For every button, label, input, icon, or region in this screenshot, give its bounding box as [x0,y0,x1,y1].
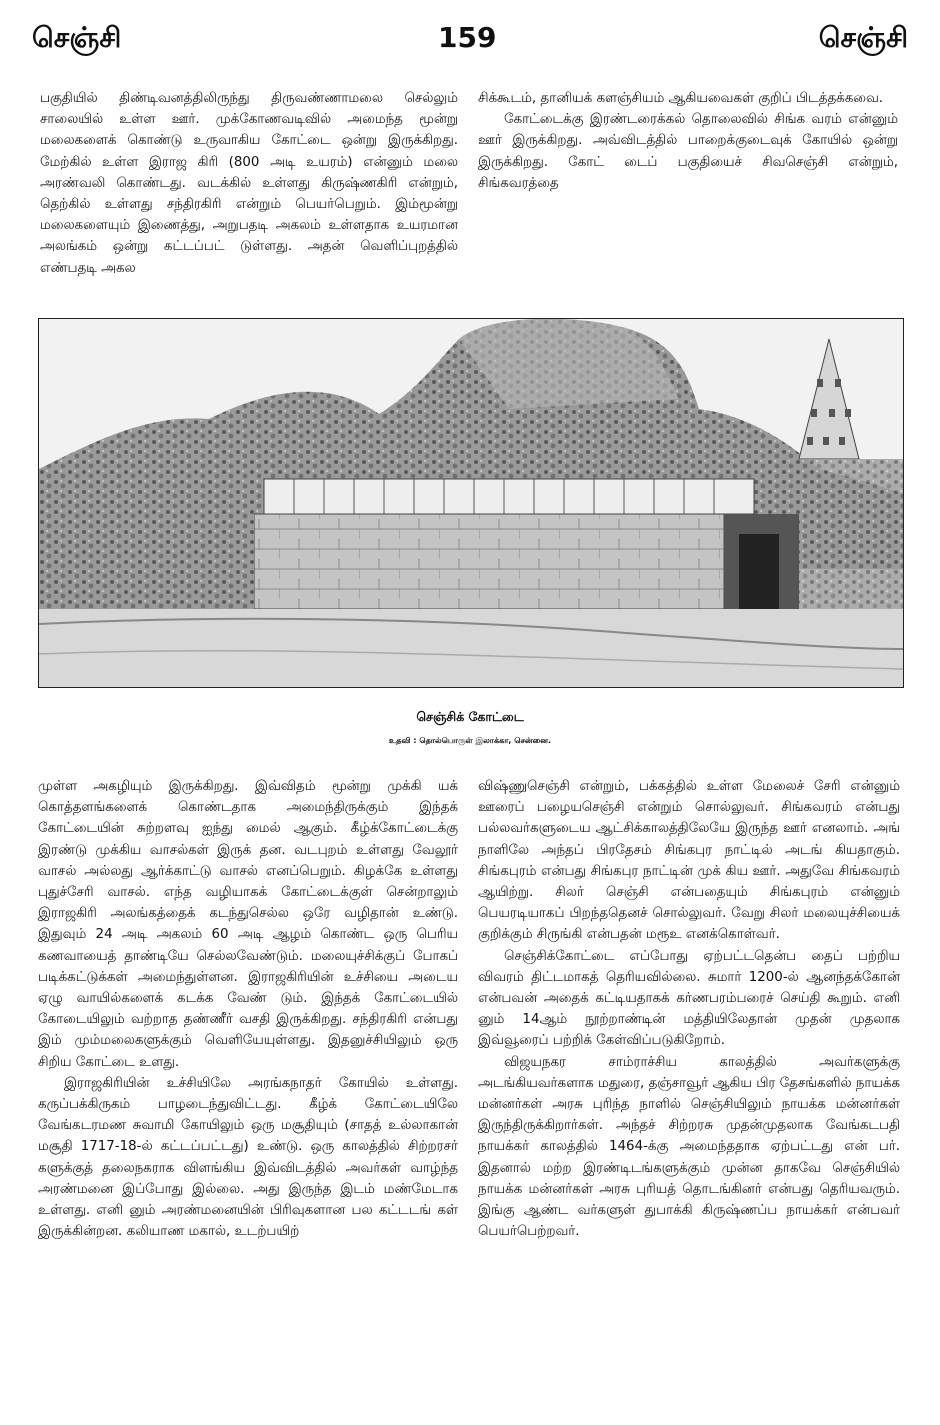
paragraph: கோட்டைக்கு இரண்டரைக்கல் தொலைவில் சிங்க வரம் என்னும் ஊர் இருக்கிறது. அவ்விடத்தில் பாறைக்குடைவுக் கோயில் ஒன்று இருக்கிறது. கோட் டைப் பகுதியைச் சிவசெஞ்சி என்றும், சிங்கவரத்தை [478,112,898,191]
figure-caption: செஞ்சிக் கோட்டை [416,709,524,724]
fort-illustration [39,319,903,687]
column-left-bottom [38,776,458,1332]
fort-photograph [38,318,904,688]
column-right-top [478,88,898,198]
paragraph: இராஜகிரியின் உச்சியிலே அரங்கநாதர் கோயில் உள்ளது. கருப்பக்கிருகம் பாழடைந்துவிட்டது. கீழ்க் கோட்டையிலே வேங்கடரமண சுவாமி கோயிலும் ஒரு மசூதியும் (சாதத் உல்லாகான் மசூதி 1717-18-ல் கட்டப்பட்டது) உண்டு. ஒரு காலத்தில் சிற்றரசர் களுக்குத் தலைநகராக விளங்கிய இவ்விடத்தில் அவர்கள் வாழ்ந்த அரண்மனை இப்போது இல்லை. அது இருந்த இடம் மண்மேடாக உள்ளது. எனி னும் அரண்மனையின் பிரிவுகளான பல கட்டடங் கள் இருக்கின்றன. கலியாண மகால், உடற்பயிற் [38,1075,458,1240]
paragraph: முள்ள அகழியும் இருக்கிறது. இவ்விதம் மூன்று முக்கி யக் கொத்தளங்களைக் கொண்டதாக அமைந்திருக்கும் இந்தக் கோட்டையின் சுற்றளவு ஐந்து மைல் ஆகும். கீழ்க்கோட்டைக்கு இரண்டு முக்கிய வாசல்கள் இருக் தன. வடபுறம் உள்ளது வேலூர் வாசல் அல்லது ஆர்க்காட்டு வாசல் எனப்பெறும். கிழக்கே உள்ளது புதுச்சேரி வாசல். எந்த வழியாகக் கோட்டைக்குள் சென்றாலும் இராஜகிரி அலங்கத்தைக் கடந்துசெல்ல ஒரே வழிதான் உண்டு. இதுவும் 24 அடி அகலம் 60 அடி ஆழம் கொண்ட ஒரு பெரிய கணவாயைத் தாண்டியே செல்லவேண்டும். மலையுச்சிக்குப் போகப் படிக்கட்டுக்கள் அமைந்துள்ளன. இராஜகிரியின் உச்சியை அடைய ஏழு வாயில்களைக் கடக்க வேண் டும். இந்தக் கோட்டையில் கோடையிலும் வற்றாத தண்ணீர் வசதி இருக்கிறது. சந்திரகிரி என்பது இம் மும்மலைகளுக்கும் வெளியேயுள்ளது. இதனுச்சியிலும் ஒரு சிறிய கோட்டை உளது. [38,779,458,1070]
paragraph: பகுதியில் திண்டிவனத்திலிருந்து திருவண்ணாமலை செல்லும் சாலையில் உள்ள ஊர். முக்கோணவடிவில் அமைந்த மூன்று மலைகளைக் கொண்டு உருவாகிய கோட்டை ஒன்று இருக்கிறது. மேற்கில் உள்ள இராஜ கிரி (800 அடி உயரம்) என்னும் மலை அரண்வலி கொண்டது. வடக்கில் உள்ளது கிருஷ்ணகிரி என்றும், தெற்கில் உள்ளது சந்திரகிரி என்றும் பெயர்பெறும். இம்மூன்று மலைகளையும் இணைத்து, அறுபதடி அகலம் உள்ளதாக உயரமான அலங்கம் ஒன்று கட்டப்பட் டுள்ளது. அதன் வெளிப்புறத்தில் எண்பதடி அகல [40,91,458,276]
figure-credit: உதவி : தொல்பொருள் இலாக்கா, சென்னை. [389,736,551,745]
paragraph: விஷ்ணுசெஞ்சி என்றும், பக்கத்தில் உள்ள மேலைச் சேரி என்னும் ஊரைப் பழையசெஞ்சி என்றும் சொல்லுவர். சிங்கவரம் என்பது பல்லவர்களுடைய ஆட்சிக்காலத்திலேயே இருந்த ஊர் எனலாம். அங் நாளிலே அந்தப் பிரதேசம் சிங்கபுர நாட்டில் அடங் கியதாகும். சிங்கபுரம் என்பது சிங்கபுர நாட்டின் முக் கிய ஊர். அதுவே சிங்கவரம் ஆயிற்று. சிலர் செஞ்சி என்பதையும் சிங்கபுரம் என்னும் பெயரடியாகப் பிறந்ததெனச் சொல்லுவர். வேறு சிலர் மலையுச்சியைக் குறிக்கும் சிருங்கி என்பதன் மரூஉ எனக்கொள்வர். [478,779,900,943]
running-head-left: செஞ்சி [32,21,122,54]
column-right-bottom [478,776,900,1324]
column-left-top [40,88,458,316]
page-number: 159 [438,21,497,54]
paragraph: செஞ்சிக்கோட்டை எப்போது ஏற்பட்டதென்ப தைப் பற்றிய விவரம் திட்டமாகத் தெரியவில்லை. சுமார் 1200-ல் ஆனந்தக்கோன் என்பவன் அதைக் கட்டியதாகக் கர்ணபரம்பரைச் செய்தி கூறும். எனி னும் 14ஆம் நூற்றாண்டின் மத்தியிலேதான் முதன் முதலாக இவ்வூரைப் பற்றிக் கேள்விப்படுகிறோம். [478,948,900,1049]
paragraph: சிக்கூடம், தானியக் களஞ்சியம் ஆகியவைகள் குறிப் பிடத்தக்கவை. [478,91,884,106]
running-head-right: செஞ்சி [818,21,908,54]
paragraph: விஜயநகர சாம்ராச்சிய காலத்தில் அவர்களுக்கு அடங்கியவர்களாக மதுரை, தஞ்சாவூர் ஆகிய பிர தேசங்களில் நாயக்க மன்னர்கள் அரசு புரிந்த நாளில் செஞ்சியிலும் நாயக்க மன்னர்கள் இருந்திருக்கிறார்கள். அந்தச் சிற்றரசு முதன்முதலாக வேங்கடபதி நாயக்கர் காலத்தில் 1464-க்கு அமைந்ததாக ஏற்பட்டது என் பர். இதனால் மற்ற இரண்டிடங்களுக்கும் முன்ன தாகவே செஞ்சியில் நாயக்க மன்னர்கள் அரசு புரியத் தொடங்கினர் என்பது தெரியவரும். இங்கு ஆண்ட வர்களுள் துபாக்கி கிருஷ்ணப்ப நாயக்கர் என்பவர் பெயர்பெற்றவர். [478,1054,900,1240]
